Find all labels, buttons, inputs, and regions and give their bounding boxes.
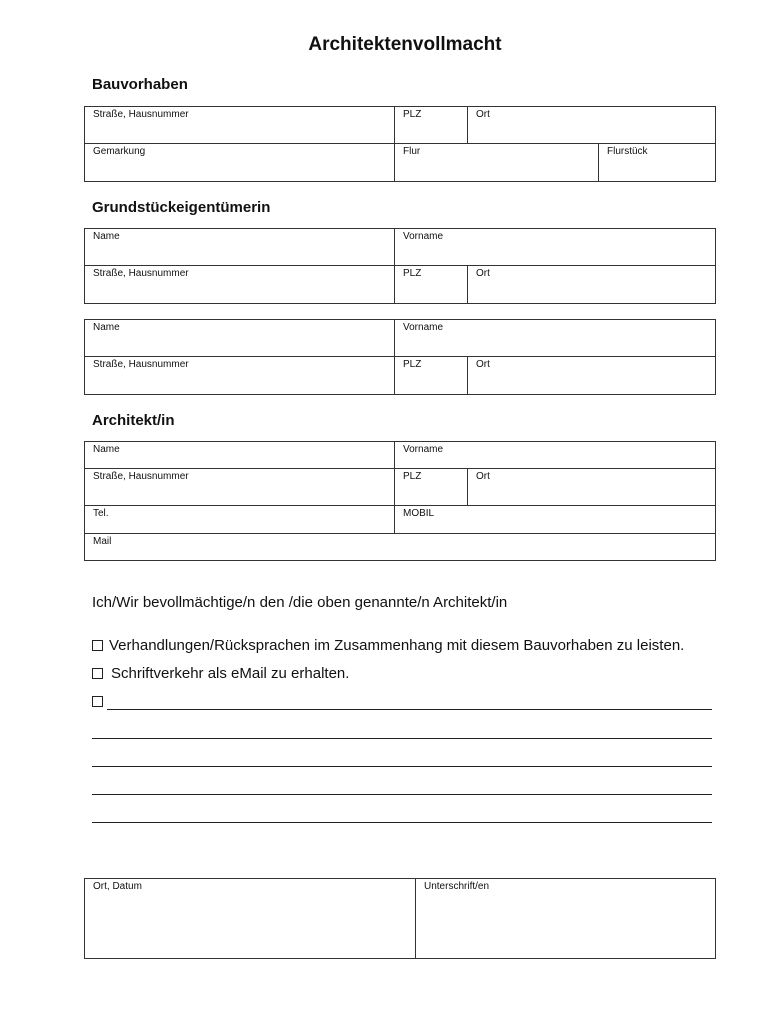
plz-label: PLZ: [403, 471, 422, 482]
option-schriftverkehr: [92, 665, 349, 682]
signature-table: [84, 878, 716, 959]
architekt-strasse-field[interactable]: [85, 469, 395, 506]
name-label: Name: [93, 322, 120, 333]
eigentuemer-1-table: [84, 228, 716, 304]
verhandlungen-checkbox[interactable]: [92, 640, 103, 651]
document-title: Architektenvollmacht: [308, 34, 502, 55]
mail-label: Mail: [93, 536, 112, 547]
section-bauvorhaben: Bauvorhaben: [92, 76, 188, 93]
architekt-mail-field[interactable]: [85, 534, 715, 560]
architekt-plz-field[interactable]: [395, 469, 468, 506]
bauvorhaben-flur-field[interactable]: [395, 144, 599, 181]
architekt-name-field[interactable]: [85, 442, 395, 469]
eigentuemer-2-strasse-field[interactable]: [85, 357, 395, 394]
strasse-label: Straße, Hausnummer: [93, 268, 189, 279]
bauvorhaben-ort-field[interactable]: [468, 107, 715, 144]
plz-label: PLZ: [403, 109, 422, 120]
writing-line[interactable]: [92, 738, 712, 739]
writing-line[interactable]: [92, 794, 712, 795]
option-verhandlungen: [92, 637, 684, 654]
architekt-table: [84, 441, 716, 561]
vorname-label: Vorname: [403, 444, 444, 455]
ort-label: Ort: [476, 109, 490, 120]
name-label: Name: [93, 444, 120, 455]
ort-datum-field[interactable]: [85, 879, 416, 958]
bauvorhaben-strasse-field[interactable]: [85, 107, 395, 144]
ort-label: Ort: [476, 359, 490, 370]
eigentuemer-1-plz-field[interactable]: [395, 266, 468, 303]
writing-line[interactable]: [92, 766, 712, 767]
bauvorhaben-table: [84, 106, 716, 182]
flur-label: Flur: [403, 146, 421, 157]
unterschrift-label: Unterschrift/en: [424, 881, 490, 892]
strasse-label: Straße, Hausnummer: [93, 359, 189, 370]
custom-option-line[interactable]: [107, 709, 712, 710]
bauvorhaben-flurstueck-field[interactable]: [599, 144, 715, 181]
strasse-label: Straße, Hausnummer: [93, 471, 189, 482]
eigentuemer-1-strasse-field[interactable]: [85, 266, 395, 303]
eigentuemer-2-table: [84, 319, 716, 395]
bauvorhaben-gemarkung-field[interactable]: [85, 144, 395, 181]
plz-label: PLZ: [403, 359, 422, 370]
section-architekt: Architekt/in: [92, 412, 175, 429]
eigentuemer-1-name-field[interactable]: [85, 229, 395, 266]
strasse-label: Straße, Hausnummer: [93, 109, 189, 120]
eigentuemer-1-ort-field[interactable]: [468, 266, 715, 303]
name-label: Name: [93, 231, 120, 242]
vorname-label: Vorname: [403, 231, 444, 242]
ort-label: Ort: [476, 471, 490, 482]
custom-option-checkbox[interactable]: [92, 696, 103, 707]
eigentuemer-2-name-field[interactable]: [85, 320, 395, 357]
plz-label: PLZ: [403, 268, 422, 279]
schriftverkehr-label: Schriftverkehr als eMail zu erhalten.: [111, 665, 350, 682]
tel-label: Tel.: [93, 508, 109, 519]
schriftverkehr-checkbox[interactable]: [92, 668, 103, 679]
eigentuemer-2-vorname-field[interactable]: [395, 320, 715, 357]
bauvorhaben-plz-field[interactable]: [395, 107, 468, 144]
vorname-label: Vorname: [403, 322, 444, 333]
gemarkung-label: Gemarkung: [93, 146, 146, 157]
eigentuemer-2-ort-field[interactable]: [468, 357, 715, 394]
architekt-mobil-field[interactable]: [395, 506, 715, 534]
ort-label: Ort: [476, 268, 490, 279]
unterschrift-field[interactable]: [416, 879, 715, 958]
architekt-vorname-field[interactable]: [395, 442, 715, 469]
ort-datum-label: Ort, Datum: [93, 881, 142, 892]
flurstueck-label: Flurstück: [607, 146, 648, 157]
architekt-ort-field[interactable]: [468, 469, 715, 506]
eigentuemer-2-plz-field[interactable]: [395, 357, 468, 394]
option-custom: [92, 693, 109, 710]
authorization-statement: Ich/Wir bevollmächtige/n den /die oben genannte/n Architekt/in: [92, 594, 508, 611]
section-eigentuemer: Grundstückeigentümerin: [92, 199, 271, 216]
eigentuemer-1-vorname-field[interactable]: [395, 229, 715, 266]
mobil-label: MOBIL: [403, 508, 435, 519]
writing-line[interactable]: [92, 822, 712, 823]
verhandlungen-label: Verhandlungen/Rücksprachen im Zusammenhang mit diesem Bauvorhaben zu leisten.: [109, 637, 685, 654]
architekt-tel-field[interactable]: [85, 506, 395, 534]
